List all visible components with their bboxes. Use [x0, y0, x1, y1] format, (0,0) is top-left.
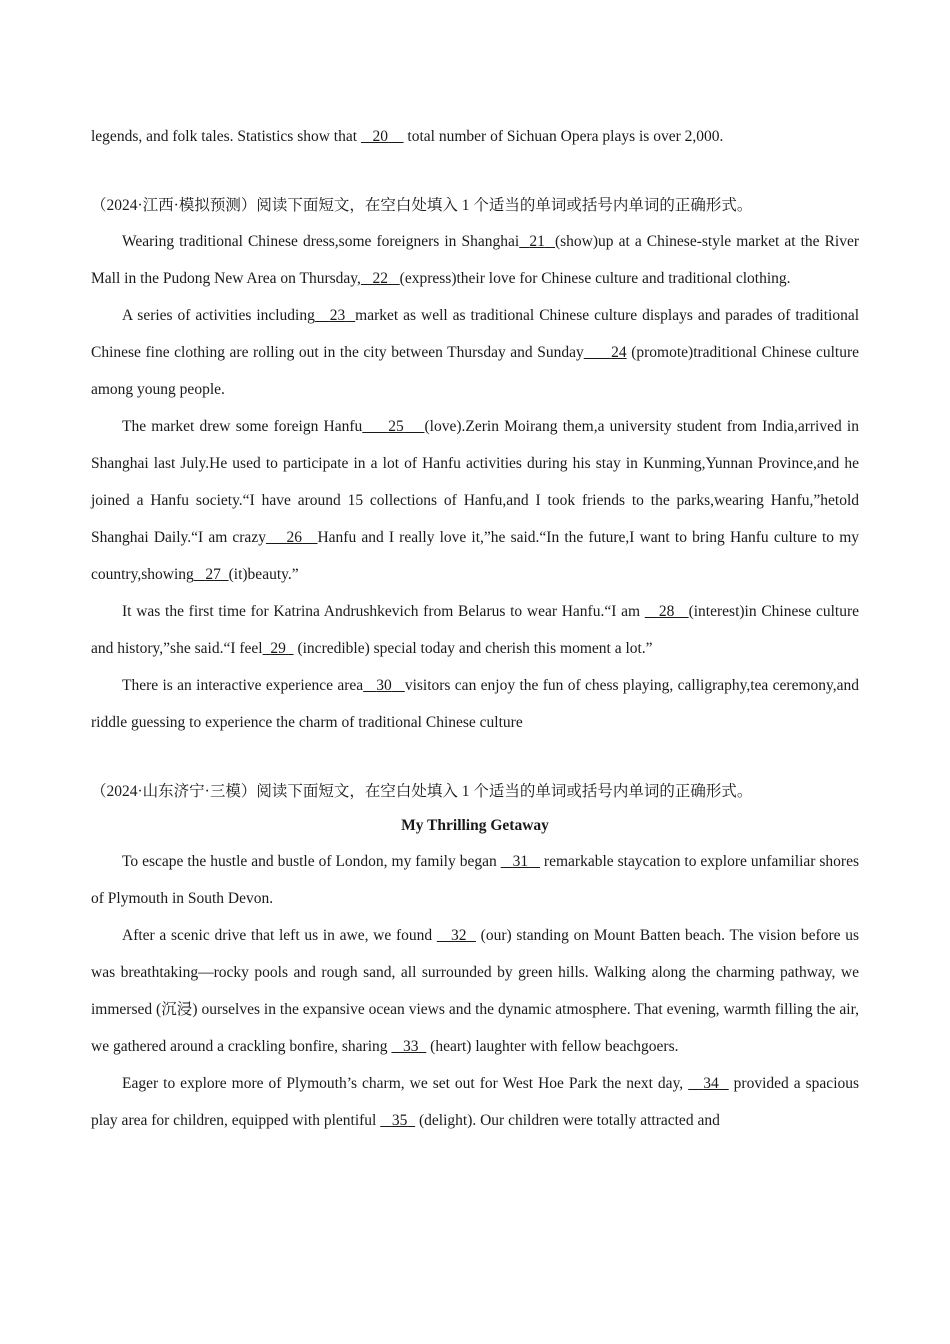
blank-20[interactable]: 20: [372, 128, 389, 145]
blank-24[interactable]: 24: [611, 344, 627, 361]
s2-paragraph-3: Eager to explore more of Plymouth’s charm, we set out for West Hoe Park the next day, 34 provided a spacious play area for children, equipped with plentiful 35 (delight). Our children were totally attracted and: [91, 1075, 860, 1129]
s1-paragraph-3: The market drew some foreign Hanfu 25 (love).Zerin Moirang them,a university student from India,arrived in Shanghai last July.He used to participate in a lot of Hanfu activities during his stay in Kunming,Yunnan Province,and he joined a Hanfu society.“I have around 15 collections of Hanfu,and I took friends to the parks,wearing Hanfu,”hetold Shanghai Daily.“I am crazy 26 Hanfu and I really love it,”he said.“In the future,I want to bring Hanfu culture to my country,showing 27 (it)beauty.”: [91, 418, 860, 583]
blank-23[interactable]: 23: [329, 307, 346, 324]
blank-33[interactable]: 33: [403, 1038, 419, 1055]
blank-34[interactable]: 34: [703, 1075, 719, 1092]
s1-paragraph-5: There is an interactive experience area 30 visitors can enjoy the fun of chess playing, calligraphy,tea ceremony,and riddle guessing to experience the charm of traditional Chinese culture: [91, 677, 860, 731]
blank-26[interactable]: 26: [286, 529, 303, 546]
blank-25[interactable]: 25: [388, 418, 404, 435]
blank-22[interactable]: 22: [372, 270, 389, 287]
blank-35[interactable]: 35: [391, 1112, 408, 1129]
section-header-2: （2024·山东济宁·三模）阅读下面短文，在空白处填入 1 个适当的单词或括号内单词的正确形式。: [91, 783, 753, 800]
s1-paragraph-1: Wearing traditional Chinese dress,some foreigners in Shanghai 21 (show)up at a Chinese-style market at the River Mall in the Pudong New Area on Thursday, 22 (express)their love for Chinese culture and traditional clothing.: [91, 233, 860, 287]
blank-31[interactable]: 31: [512, 853, 529, 870]
section-header-1: （2024·江西·模拟预测）阅读下面短文，在空白处填入 1 个适当的单词或括号内单词的正确形式。: [91, 197, 753, 214]
continuation-paragraph: [91, 118, 859, 155]
blank-29[interactable]: 29: [270, 640, 286, 657]
blank-27[interactable]: 27: [205, 566, 221, 583]
spacer: [91, 741, 859, 775]
blank-28[interactable]: 28: [658, 603, 675, 620]
s1-paragraph-2: A series of activities including 23 market as well as traditional Chinese culture displays and parades of traditional Chinese fine clothing are rolling out in the city between Thursday and Sunday 24 (promote)traditional Chinese culture among young people.: [91, 307, 860, 398]
spacer: [91, 155, 859, 189]
s1-paragraph-4: It was the first time for Katrina Andrushkevich from Belarus to wear Hanfu.“I am 28 (interest)in Chinese culture and history,”she said.“I feel 29 (incredible) special today and cherish this moment a lot.”: [91, 603, 860, 657]
s2-paragraph-2: After a scenic drive that left us in awe, we found 32 (our) standing on Mount Batten beach. The vision before us was breathtaking—rocky pools and rough sand, all surrounded by green hills. Walking along the charming pathway, we immersed (沉浸) ourselves in the expansive ocean views and the dynamic atmosphere. That evening, warmth filling the air, we gathered around a crackling bonfire, sharing 33 (heart) laughter with fellow beachgoers.: [91, 927, 859, 1055]
s2-paragraph-1: To escape the hustle and bustle of London, my family began 31 remarkable staycation to explore unfamiliar shores of Plymouth in South Devon.: [91, 853, 859, 907]
text: total number of Sichuan Opera plays is over 2,000.: [403, 128, 724, 145]
text: legends, and folk tales. Statistics show that: [91, 128, 361, 145]
document-page: [91, 118, 859, 1139]
blank-32[interactable]: 32: [451, 927, 467, 944]
blank-30[interactable]: 30: [376, 677, 392, 694]
passage-title: My Thrilling Getaway: [401, 817, 549, 834]
blank-21[interactable]: 21: [529, 233, 545, 250]
